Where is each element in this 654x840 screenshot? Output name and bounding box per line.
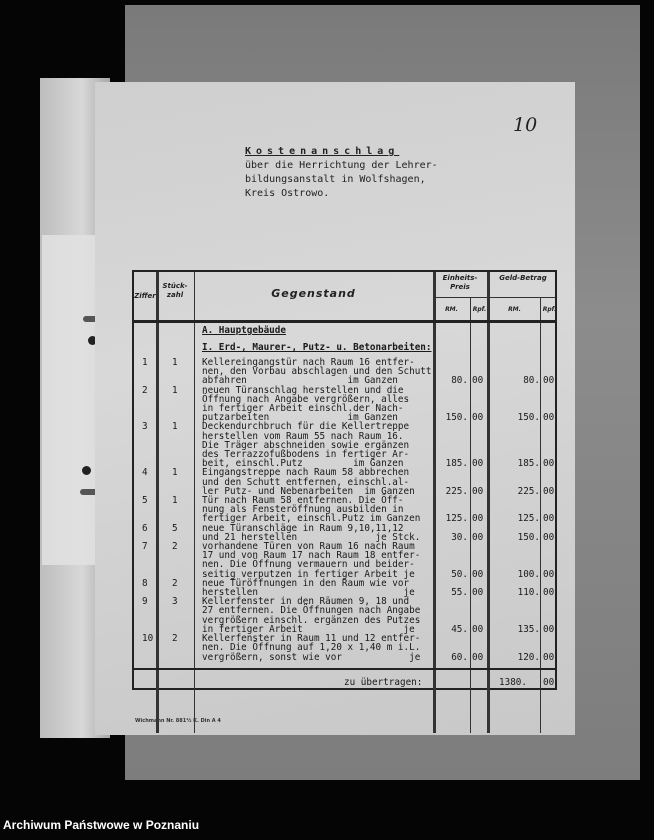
subsection-heading: I. Erd-, Maurer-, Putz- u. Betonarbeiten: xyxy=(202,342,432,353)
table-row xyxy=(134,597,555,634)
subtitle-line: über die Herrichtung der Lehrer- xyxy=(245,160,438,171)
item-description-line: 27 entfernen. Die Öffnungen nach Angabe xyxy=(202,605,421,617)
unit-price-rm: 80. xyxy=(451,375,468,387)
item-number: 8 xyxy=(142,577,148,589)
item-description-line: Öffnung nach Angabe vergrößern, alles xyxy=(202,393,410,405)
item-description-line: Kellereingangstür nach Raum 16 entfer- xyxy=(202,357,415,368)
item-number: 3 xyxy=(142,421,148,433)
total-rm: 150. xyxy=(517,531,540,543)
unit-price-rm: 30. xyxy=(451,531,468,543)
unit-price-rpf: 00 xyxy=(472,458,484,470)
item-description-line: 17 und von Raum 17 nach Raum 18 entfer- xyxy=(202,550,421,562)
item-description-line: Deckendurchbruch für die Kellertreppe xyxy=(202,421,410,433)
unit-price-rm: 60. xyxy=(451,651,468,663)
unit-price-rpf: 00 xyxy=(472,485,484,497)
header-stueckzahl: Stück-zahl xyxy=(162,282,188,299)
item-quantity: 5 xyxy=(172,522,178,534)
total-rm: 125. xyxy=(517,513,540,525)
item-description-line: neue Türanschläge in Raum 9,10,11,12 xyxy=(202,522,404,534)
unit-price-rpf: 00 xyxy=(472,531,484,543)
table-header xyxy=(134,272,555,323)
total-rm: 185. xyxy=(517,458,540,470)
item-description-line: und 21 herstellen je Stck. xyxy=(202,531,421,543)
item-description-line: neuen Türanschlag herstellen und die xyxy=(202,384,404,396)
item-description-line: vergrößern einschl. ergänzen des Putzes xyxy=(202,614,421,626)
document-title: Kostenanschlag xyxy=(245,146,400,157)
total-rpf: 00 xyxy=(543,485,555,497)
header-rpf: Rpf. xyxy=(472,306,487,313)
unit-price-rm: 185. xyxy=(445,458,468,470)
header-gegenstand: Gegenstand xyxy=(271,287,356,300)
unit-price-rm: 50. xyxy=(451,568,468,580)
item-quantity: 3 xyxy=(172,596,178,608)
item-description-line: vorhandene Türen von Raum 16 nach Raum xyxy=(202,541,415,553)
item-number: 5 xyxy=(142,495,148,507)
item-description-line: fertiger Arbeit, einschl.Putz im Ganzen xyxy=(202,513,421,525)
section-heading: A. Hauptgebäude xyxy=(202,325,286,336)
table-row xyxy=(134,579,555,597)
table-row xyxy=(134,634,555,662)
unit-price-rm: 125. xyxy=(445,513,468,525)
item-number: 6 xyxy=(142,522,148,534)
item-description-line: des Terrazzofußbodens in fertiger Ar- xyxy=(202,449,410,461)
table-body xyxy=(134,324,555,662)
total-rpf: 00 xyxy=(543,375,555,387)
unit-price-rpf: 00 xyxy=(472,513,484,525)
item-number: 10 xyxy=(142,633,154,645)
total-rpf: 00 xyxy=(543,623,555,635)
item-description-line: Die Träger abschneiden sowie ergänzen xyxy=(202,439,410,451)
item-quantity: 1 xyxy=(172,495,178,507)
header-geldbetrag: Geld-Betrag xyxy=(499,274,547,282)
total-rm: 150. xyxy=(517,412,540,424)
item-quantity: 2 xyxy=(172,577,178,589)
item-description-line: nen, den Vorbau abschlagen und den Schutt xyxy=(202,366,432,378)
item-quantity: 1 xyxy=(172,357,178,368)
item-description-line: und den Schutt entfernen, einschl.al- xyxy=(202,476,410,488)
item-quantity: 2 xyxy=(172,541,178,553)
total-rm: 80. xyxy=(523,375,540,387)
header-divider xyxy=(433,297,555,298)
unit-price-rm: 225. xyxy=(445,485,468,497)
total-rpf: 00 xyxy=(543,651,555,663)
item-number: 2 xyxy=(142,384,148,396)
cost-table xyxy=(132,270,557,690)
unit-price-rpf: 00 xyxy=(472,568,484,580)
item-quantity: 1 xyxy=(172,421,178,433)
document-title-block xyxy=(245,145,438,201)
table-row xyxy=(134,496,555,524)
table-row xyxy=(134,468,555,496)
item-description-line: herstellen vom Raum 55 nach Raum 16. xyxy=(202,430,404,442)
unit-price-rm: 45. xyxy=(451,623,468,635)
item-number: 4 xyxy=(142,467,148,479)
unit-price-rpf: 00 xyxy=(472,623,484,635)
item-description-line: vergrößern, sonst wie vor je xyxy=(202,651,421,663)
item-description-line: abfahren im Ganzen xyxy=(202,375,398,387)
total-divider xyxy=(134,668,555,670)
item-description-line: Tür nach Raum 58 entfernen. Die Öff- xyxy=(202,495,404,507)
carry-over-rm: 1380. xyxy=(499,677,527,688)
table-row xyxy=(134,542,555,579)
item-number: 7 xyxy=(142,541,148,553)
total-rpf: 00 xyxy=(543,587,555,599)
subtitle-line: bildungsanstalt in Wolfshagen, xyxy=(245,174,426,185)
item-description-line: nung als Fensteröffnung ausbilden in xyxy=(202,504,404,516)
item-description-line: seitig verputzen in fertiger Arbeit je xyxy=(202,568,415,580)
item-description-line: Kellerfenster in den Räumen 9, 18 und xyxy=(202,596,410,608)
item-description-line: in fertiger Arbeit einschl.der Nach- xyxy=(202,403,404,415)
header-einheitspreis: Einheits-Preis xyxy=(442,274,478,291)
item-description-line: in fertiger Arbeit je xyxy=(202,623,415,635)
header-ziffer: Ziffer xyxy=(134,292,156,300)
carry-over-rpf: 00 xyxy=(543,677,555,688)
unit-price-rpf: 00 xyxy=(472,412,484,424)
unit-price-rpf: 00 xyxy=(472,587,484,599)
total-rm: 110. xyxy=(517,587,540,599)
item-description-line: nen. Die Öffnung vermauern und beider- xyxy=(202,559,415,571)
total-rpf: 00 xyxy=(543,458,555,470)
total-rm: 120. xyxy=(517,651,540,663)
total-rpf: 00 xyxy=(543,513,555,525)
item-description-line: Kellerfenster in Raum 11 und 12 entfer- xyxy=(202,633,421,645)
printer-mark: Wichmann Nr. 881½ K. Din A 4 xyxy=(135,718,221,724)
item-description-line: putzarbeiten im Ganzen xyxy=(202,412,398,424)
subtitle-line: Kreis Ostrowo. xyxy=(245,188,330,199)
item-number: 1 xyxy=(142,357,148,368)
carry-over-label: zu übertragen: xyxy=(344,677,423,688)
table-row xyxy=(134,422,555,468)
table-row xyxy=(134,386,555,423)
item-quantity: 1 xyxy=(172,384,178,396)
item-quantity: 1 xyxy=(172,467,178,479)
total-rm: 225. xyxy=(517,485,540,497)
item-description-line: nen. Die Öffnung auf 1,20 x 1,40 m i.L. xyxy=(202,642,421,654)
item-quantity: 2 xyxy=(172,633,178,645)
total-rm: 135. xyxy=(517,623,540,635)
item-description-line: herstellen je xyxy=(202,587,415,599)
unit-price-rm: 150. xyxy=(445,412,468,424)
archive-footer: Archiwum Państwowe w Poznaniu xyxy=(3,818,200,832)
total-rpf: 00 xyxy=(543,531,555,543)
item-description-line: beit, einschl.Putz im Ganzen xyxy=(202,458,404,470)
item-description-line: neue Türöffnungen in den Raum wie vor xyxy=(202,577,410,589)
header-rm: RM. xyxy=(445,306,458,313)
page-number: 10 xyxy=(513,114,538,136)
unit-price-rm: 55. xyxy=(451,587,468,599)
header-rpf: Rpf. xyxy=(542,306,557,313)
total-rpf: 00 xyxy=(543,412,555,424)
table-row xyxy=(134,358,555,386)
item-number: 9 xyxy=(142,596,148,608)
unit-price-rpf: 00 xyxy=(472,375,484,387)
header-rm: RM. xyxy=(508,306,521,313)
total-rpf: 00 xyxy=(543,568,555,580)
punch-hole xyxy=(82,466,91,475)
item-description-line: ler Putz- und Nebenarbeiten im Ganzen xyxy=(202,485,415,497)
table-row xyxy=(134,524,555,542)
total-rm: 100. xyxy=(517,568,540,580)
item-description-line: Eingangstreppe nach Raum 58 abbrechen xyxy=(202,467,410,479)
unit-price-rpf: 00 xyxy=(472,651,484,663)
